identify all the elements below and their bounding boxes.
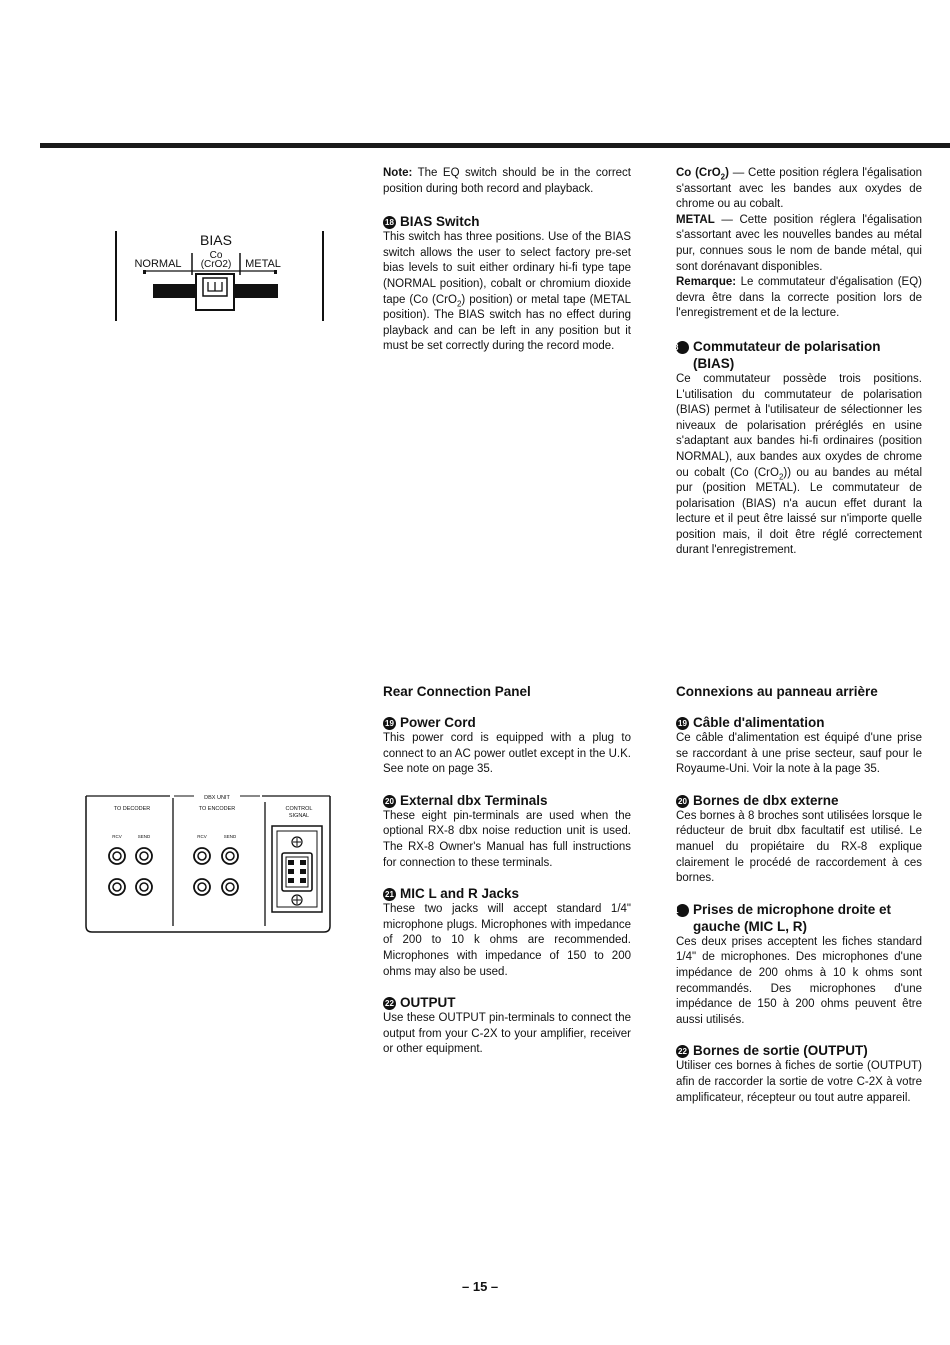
bias-figure-co: Co [209, 250, 223, 261]
bias-figure-title: BIAS [200, 232, 232, 248]
sortie-text: Utiliser ces bornes à fiches de sortie (OUTPUT) afin de raccorder la sortie de votre C-2X à votre amplificateur, récepteur ou tout autre appareil. [676, 1060, 922, 1104]
page-number: – 15 – [462, 1279, 499, 1294]
send-label-left: SEND [137, 834, 151, 839]
signal-label: SIGNAL [288, 813, 310, 819]
remarque-text [676, 275, 922, 322]
to-encoder-label: TO ENCODER [198, 806, 236, 812]
item-number-badge: 22 [676, 1045, 689, 1058]
remarque-label: Remarque: [676, 276, 737, 289]
prises-heading [669, 901, 922, 935]
commutateur-heading [669, 338, 922, 372]
item-number-badge: 22 [383, 997, 396, 1010]
text-part: )) ou au bandes au métal pur (position METAL). Le commutateur de polarisation (BIAS) n'a aucun effet durant la lecture et il peut être laissé sur n'importe quelle position mais, il doit être réglé correctement durant l'enregistrement. [676, 466, 922, 557]
bias-switch-heading [383, 213, 631, 230]
co-label: Co (CrO [676, 167, 721, 179]
rear-panel-heading: Rear Connection Panel [383, 684, 531, 699]
eq-note [383, 166, 631, 197]
bias-switch-text [383, 230, 631, 355]
dbx-heading [383, 792, 631, 809]
item-number-badge: 18 [383, 216, 396, 229]
item-number-badge: 21 [676, 904, 689, 917]
item-number-badge: 19 [676, 717, 689, 730]
item-number-badge: 20 [383, 795, 396, 808]
english-top-column [383, 166, 631, 355]
note-text: The EQ switch should be in the correct position during both record and playback. [383, 167, 631, 195]
french-rear-column [669, 683, 922, 1106]
french-top-column [669, 166, 922, 559]
metal-label: METAL [676, 213, 715, 226]
send-label-right: SEND [223, 834, 237, 839]
output-title: OUTPUT [400, 995, 456, 1011]
output-text: Use these OUTPUT pin-terminals to connect the output from your C-2X to your amplifier, receiver or other equipment. [383, 1012, 631, 1056]
prises-text: Ces deux prises acceptent les fiches standard 1/4" de microphones. Des microphones d'une impédance de 200 ohms à 10 k ohms sont recommandés. Des microphones d'une impédance de 150 à 200 ohms peuvent être aussi utilisés. [676, 935, 922, 1026]
rcv-label-left: RCV [112, 834, 122, 839]
co-text: — Cette position réglera l'égalisation s'assortant avec les bandes aux oxydes de chrome ou au cobalt. [676, 167, 922, 211]
bias-figure-normal: NORMAL [134, 258, 182, 270]
top-rule [40, 143, 950, 148]
sortie-title: Bornes de sortie (OUTPUT) [693, 1043, 868, 1059]
bornes-dbx-heading [676, 792, 922, 809]
dbx-text: These eight pin-terminals are used when the optional RX-8 dbx noise reduction unit is used. The RX-8 Owner's Manual has full instructions for connection to these terminals. [383, 809, 631, 869]
cable-heading [676, 714, 922, 731]
commutateur-title: Commutateur de polarisation (BIAS) [693, 338, 881, 371]
bias-switch-figure [108, 225, 330, 325]
mic-title: MIC L and R Jacks [400, 886, 520, 902]
english-rear-column [383, 683, 631, 1058]
item-number-badge: 20 [676, 795, 689, 808]
commutateur-text [676, 372, 922, 559]
note-label: Note: [383, 167, 413, 179]
bias-figure-cro2: (CrO2) [200, 259, 232, 270]
cable-text: Ce câble d'alimentation est équipé d'une prise se raccordant à une prise secteur, sauf pour le Royaume-Uni. Voir la note à la page 35. [676, 732, 922, 776]
subscript: 2 [778, 471, 784, 481]
power-cord-heading [383, 714, 631, 731]
to-decoder-label: TO DECODER [113, 806, 151, 812]
control-label: CONTROL [285, 806, 313, 812]
mic-heading [383, 885, 631, 902]
text-part: ) position) or metal tape (METAL position). The BIAS switch has no effect during playback and can be left in any position but it must be set correctly during the record mode. [383, 293, 631, 353]
sortie-heading [676, 1042, 922, 1059]
subscript: 2 [456, 298, 462, 308]
bias-figure-metal: METAL [245, 258, 281, 270]
metal-desc: — Cette position réglera l'égalisation s'assortant avec les nouvelles bandes au métal pur, connues sous le nom de bande métal, qui sont dorénavant disponibles. [676, 213, 922, 273]
cable-title: Câble d'alimentation [693, 715, 825, 730]
subscript: 2 [720, 172, 726, 182]
mic-text: These two jacks will accept standard 1/4" microphone plugs. Microphones with impedance of 200 to 10 k ohms are recommended. Microphones with impedance of 150 to 200 ohms may also be used. [383, 903, 631, 978]
metal-text [676, 213, 922, 275]
dbx-terminal-figure [82, 790, 334, 936]
text-part: Ce commutateur possède trois positions. L'utilisation du commutateur de polarisation (BIAS) permet à l'utilisateur de sélectionner les niveaux de polarisation préréglés en usine s'adaptant aux bandes hi-fi ordinaires (position NORMAL), aux bandes aux oxydes de chrome ou cobalt (Co (CrO [676, 372, 922, 479]
item-number-badge: 19 [383, 717, 396, 730]
bornes-dbx-title: Bornes de dbx externe [693, 792, 839, 808]
co-cro2-text [676, 166, 922, 213]
connexions-heading: Connexions au panneau arrière [676, 684, 878, 699]
item-number-badge: 18 [676, 341, 689, 354]
text-part: This switch has three positions. Use of the BIAS switch allows the user to select factory pre-set bias levels to suit either ordinary hi-fi type tape (NORMAL position), cobalt or chromium dioxide tape (Co (CrO [383, 231, 631, 306]
prises-title: Prises de microphone droite et gauche (MIC L, R) [693, 901, 892, 934]
item-number-badge: 21 [383, 888, 396, 901]
co-label-end: ) [725, 167, 729, 179]
rcv-label-right: RCV [197, 834, 207, 839]
dbx-unit-label: DBX UNIT [204, 795, 230, 801]
bias-switch-title: BIAS Switch [400, 214, 480, 230]
bornes-dbx-text: Ces bornes à 8 broches sont utilisées lorsque le réducteur de bruit dbx facultatif est utilisé. Le manuel du propiétaire du RX-8 explique clairement le procédé de raccordement à ces bornes. [676, 809, 922, 885]
output-heading [383, 994, 631, 1011]
power-cord-text: This power cord is equipped with a plug to connect to an AC power outlet except in the U.K. See note on page 35. [383, 732, 631, 776]
remarque-desc: Le commutateur d'égalisation (EQ) devra être dans la correcte position lors de l'enregistrement et de la lecture. [676, 276, 922, 320]
power-cord-title: Power Cord [400, 715, 476, 730]
dbx-title: External dbx Terminals [400, 792, 548, 808]
